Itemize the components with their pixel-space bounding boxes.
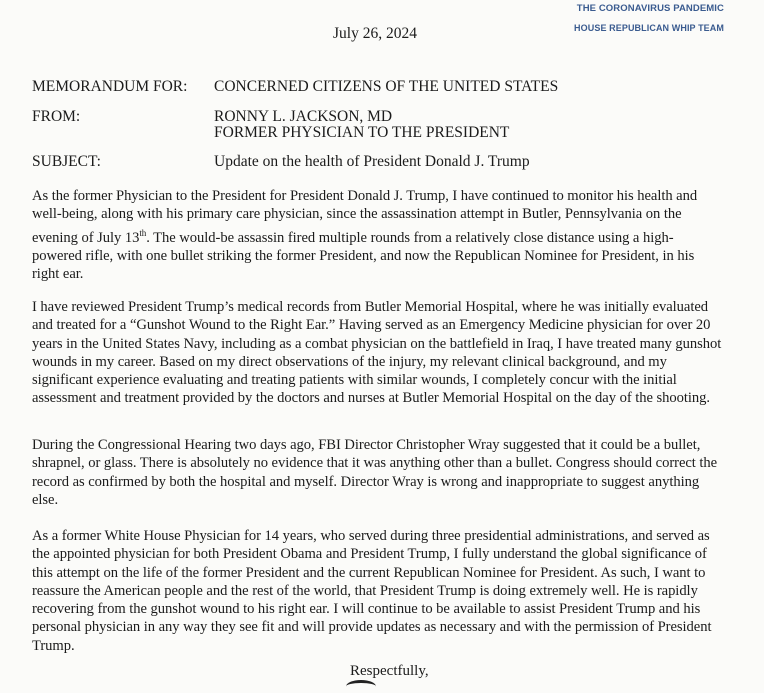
paragraph-2-text: I have reviewed President Trump’s medical records from Butler Memorial Hospital, where he was initially evaluated and treated for a “Gunshot Wound to the Right Ear.” Having served as an Emergency Medicine physician for over 20 years in the United States Navy, including as a combat physician on the battlefield in Iraq, I have treated many gunshot wounds in my career. Based on my direct observations of the injury, my relevant clinical background, and my significant experience evaluating and treating patients with similar wounds, I completely concur with the initial assessment and treatment provided by the doctors and nurses at Butler Memorial Hospital on the day of the shooting. [32, 299, 722, 407]
letterhead-line-2: HOUSE REPUBLICAN WHIP TEAM [574, 23, 724, 33]
signature-mark [346, 680, 376, 693]
memo-subject-value: Update on the health of President Donald J. Trump [214, 153, 530, 170]
letterhead-line-1: THE CORONAVIRUS PANDEMIC [576, 3, 724, 14]
memo-date: July 26, 2024 [333, 25, 417, 42]
memo-from-label: FROM: [32, 108, 81, 125]
memo-for-label: MEMORANDUM FOR: [32, 78, 188, 95]
paragraph-1-text-a: As the former Physician to the President for President Donald J. Trump, I have continued to monitor his health and well-being, along with his primary care physician, since the assassination attempt in Butler, Pennsylvania on the evening of July 13 [32, 188, 698, 246]
memo-for-value: CONCERNED CITIZENS OF THE UNITED STATES [214, 78, 559, 95]
memo-from-value-title: FORMER PHYSICIAN TO THE PRESIDENT [214, 124, 510, 141]
paragraph-4-text: As a former White House Physician for 14 years, who served during three presidential administrations, and served as the appointed physician for both President Obama and President Trump, I fully understand the global significance of this attempt on the life of the former President and the current Republican Nominee for President. As such, I want to reassure the American people and the rest of the world, that President Trump is doing extremely well. He is rapidly recovering from the gunshot wound to his right ear. I will continue to be available to assist President Trump and his personal physician in any way they see fit and will provide updates as necessary and with the permission of President Trump. [32, 528, 712, 654]
paragraph-1-superscript: th [139, 227, 147, 238]
memo-from-value-name: RONNY L. JACKSON, MD [214, 108, 393, 125]
paragraph-1-text-b: . The would-be assassin fired multiple rounds from a relatively close distance using a high-powered rifle, with one bullet striking the former President, and now the Republican Nominee for President, in his right ear. [32, 229, 695, 283]
memo-subject-label: SUBJECT: [32, 153, 101, 170]
closing-text: Respectfully, [350, 663, 429, 679]
paragraph-3-text: During the Congressional Hearing two days ago, FBI Director Christopher Wray suggested that it could be a bullet, shrapnel, or glass. There is absolutely no evidence that it was anything other than a bullet. Congress should correct the record as confirmed by both the hospital and myself. Director Wray is wrong and inappropriate to suggest anything else. [32, 437, 718, 508]
body-paragraph-4 [32, 527, 722, 655]
body-paragraph-3 [32, 436, 722, 509]
body-paragraph-1 [32, 187, 722, 283]
body-paragraph-2 [32, 298, 722, 408]
